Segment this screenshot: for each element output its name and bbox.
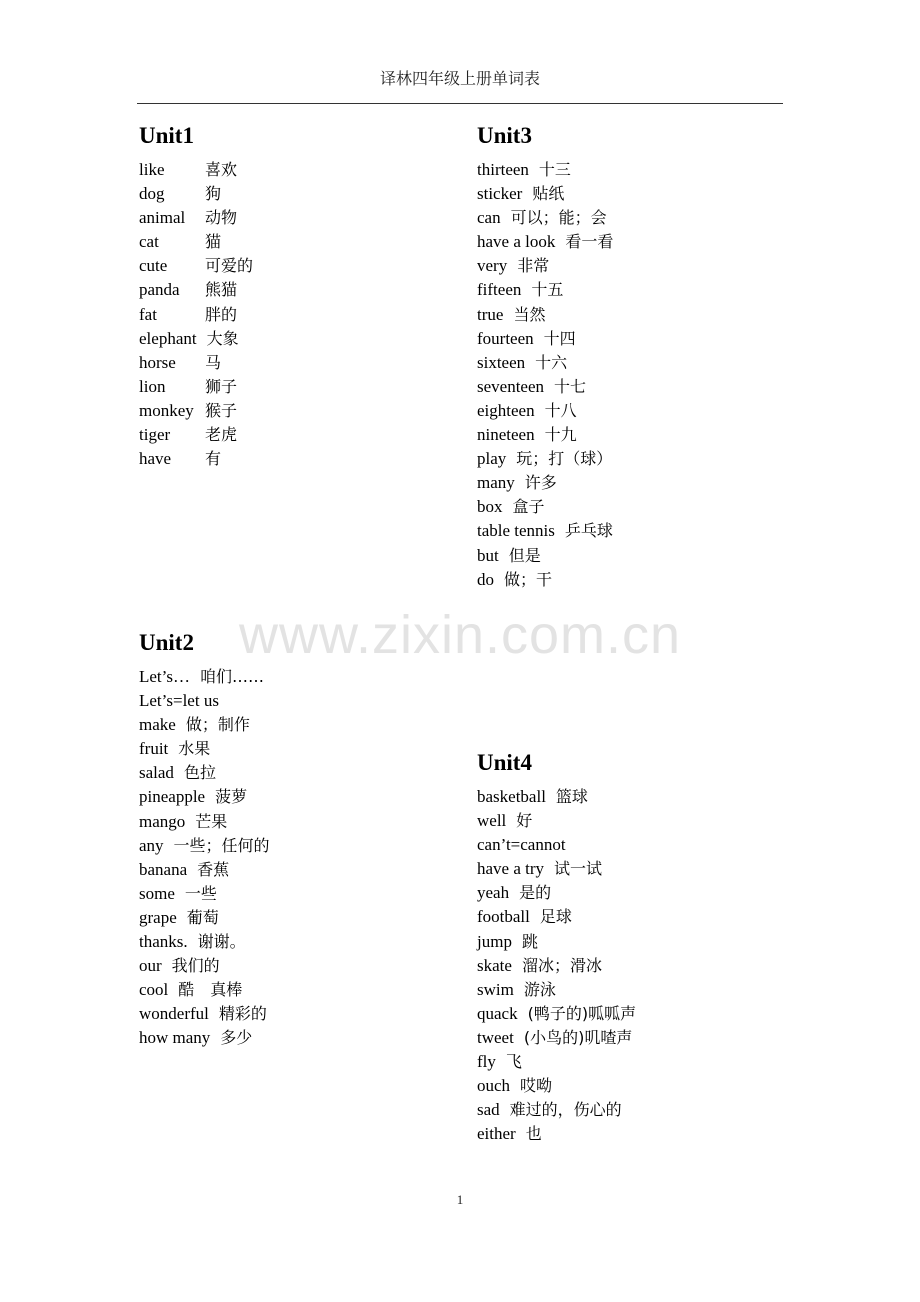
vocab-chinese: 飞	[505, 1052, 522, 1072]
vocab-entry	[477, 978, 636, 1002]
vocab-chinese: 酷 真棒	[178, 980, 243, 1000]
vocab-english: fifteen	[477, 280, 522, 300]
vocab-chinese: 许多	[524, 473, 557, 493]
vocab-entry	[139, 399, 253, 423]
vocab-entry	[139, 810, 270, 834]
vocab-english: cute	[139, 256, 168, 276]
vocab-entry	[139, 375, 253, 399]
vocab-english: wonderful	[139, 1004, 209, 1024]
vocab-entry	[139, 930, 270, 954]
vocab-entry	[477, 230, 613, 254]
vocab-english: jump	[477, 931, 512, 951]
vocab-entry	[477, 785, 636, 809]
vocab-english: lion	[139, 376, 166, 396]
vocab-english: well	[477, 811, 507, 831]
vocab-entry	[477, 327, 613, 351]
watermark: www.zixin.com.cn	[238, 605, 682, 665]
page-header-title: 译林四年级上册单词表	[379, 71, 540, 88]
vocab-english: banana	[139, 859, 188, 879]
vocab-english: fat	[139, 304, 157, 324]
vocab-english: ouch	[477, 1076, 511, 1096]
vocab-chinese: 可爱的	[205, 256, 254, 276]
vocab-chinese: 盒子	[512, 497, 545, 517]
vocab-chinese: 十三	[538, 160, 571, 179]
vocab-entry	[139, 1002, 270, 1026]
unit-title: Unit4	[477, 750, 532, 775]
vocab-chinese: 精彩的	[218, 1004, 267, 1024]
vocab-chinese: 猫	[205, 232, 222, 252]
vocab-entry	[477, 375, 613, 399]
unit2-section	[139, 627, 270, 1051]
vocab-english: fourteen	[477, 328, 534, 348]
vocab-entry	[139, 254, 253, 278]
vocab-entry	[477, 423, 613, 447]
vocab-entry	[477, 278, 613, 302]
vocab-entry	[139, 906, 270, 930]
vocab-entry	[477, 544, 613, 568]
vocab-chinese: 跳	[521, 931, 538, 951]
vocab-entry	[139, 423, 253, 447]
vocab-chinese: 做；干	[504, 569, 553, 589]
vocab-chinese: 当然	[513, 304, 546, 324]
vocab-chinese: 非常	[517, 256, 550, 276]
vocab-english: basketball	[477, 787, 546, 806]
vocab-entry	[477, 568, 613, 592]
vocab-chinese: 十五	[531, 280, 564, 300]
vocab-chinese: 试一试	[554, 859, 603, 879]
vocab-english: panda	[139, 280, 180, 300]
unit4-section	[477, 747, 636, 1146]
vocab-entry	[139, 954, 270, 978]
header-divider	[137, 103, 783, 104]
vocab-chinese: 狮子	[205, 376, 238, 396]
vocab-entry	[139, 447, 253, 471]
vocab-english: have	[139, 449, 172, 469]
vocab-entry	[477, 1098, 636, 1122]
vocab-english: have a look	[477, 232, 556, 252]
vocab-chinese: 芒果	[195, 811, 228, 831]
vocab-entry	[477, 833, 636, 857]
vocab-english: some	[139, 883, 175, 903]
vocab-english: make	[139, 715, 176, 735]
vocab-chinese: 难过的，伤心的	[509, 1100, 622, 1120]
unit-title: Unit2	[139, 630, 194, 655]
vocab-entry	[139, 785, 270, 809]
vocab-chinese: 看一看	[565, 232, 614, 252]
vocab-english: sad	[477, 1100, 500, 1120]
vocab-english: elephant	[139, 328, 197, 348]
vocab-chinese: 我们的	[171, 956, 220, 976]
vocab-entry	[139, 230, 253, 254]
vocab-english: dog	[139, 184, 165, 204]
vocab-english: cat	[139, 232, 159, 252]
vocab-english: thanks.	[139, 932, 188, 952]
vocab-chinese: 水果	[178, 739, 211, 759]
vocab-chinese: 马	[205, 352, 222, 372]
vocab-chinese: 老虎	[205, 425, 238, 445]
vocab-entry	[139, 882, 270, 906]
vocab-chinese: 咱们……	[200, 667, 265, 686]
vocab-entry	[477, 447, 613, 471]
vocab-chinese: 可以；能；会	[510, 208, 607, 228]
vocab-entry	[477, 1074, 636, 1098]
vocab-entry	[477, 182, 613, 206]
vocab-chinese: 十四	[543, 328, 576, 348]
vocab-chinese: 葡萄	[186, 907, 219, 927]
vocab-english: salad	[139, 763, 174, 783]
vocab-entry	[477, 471, 613, 495]
vocab-english: fruit	[139, 739, 169, 759]
vocab-entry	[139, 351, 253, 375]
vocab-chinese: 狗	[205, 184, 222, 204]
vocab-chinese: (鸭子的)呱呱声	[527, 1003, 637, 1023]
vocab-entry	[477, 881, 636, 905]
vocab-entry	[139, 182, 253, 206]
vocab-entry	[477, 303, 613, 327]
unit-title: Unit3	[477, 123, 532, 148]
vocab-english: our	[139, 956, 162, 976]
vocab-entry	[477, 1122, 636, 1146]
vocab-chinese: 色拉	[183, 763, 216, 783]
vocab-entry	[139, 278, 253, 302]
vocab-entry	[139, 858, 270, 882]
vocab-english: monkey	[139, 400, 194, 420]
unit3-section	[477, 120, 613, 592]
vocab-entry	[139, 665, 270, 689]
vocab-entry	[477, 954, 636, 978]
vocab-english: very	[477, 256, 508, 276]
vocab-chinese: 大象	[206, 328, 239, 348]
vocab-english: like	[139, 160, 165, 179]
vocab-english: play	[477, 449, 507, 469]
vocab-chinese: 胖的	[205, 304, 238, 324]
vocab-english: eighteen	[477, 400, 535, 420]
vocab-chinese: 有	[205, 449, 222, 469]
vocab-english: quack	[477, 1003, 518, 1023]
vocab-entry	[477, 905, 636, 929]
vocab-english: have a try	[477, 859, 545, 879]
vocab-chinese: 也	[525, 1124, 542, 1144]
vocab-english: tiger	[139, 425, 171, 445]
vocab-chinese: 多少	[220, 1028, 253, 1048]
vocab-english: thirteen	[477, 160, 529, 179]
vocab-chinese: 游泳	[523, 979, 556, 999]
vocab-entry	[477, 495, 613, 519]
vocab-english: sticker	[477, 184, 523, 204]
vocab-english: table tennis	[477, 521, 555, 541]
vocab-english: cool	[139, 980, 169, 1000]
vocab-chinese: 做；制作	[185, 715, 250, 735]
vocab-entry	[139, 978, 270, 1002]
vocab-entry	[139, 713, 270, 737]
vocab-entry	[139, 689, 270, 713]
vocab-entry	[477, 809, 636, 833]
vocab-entry	[139, 834, 270, 858]
vocab-english: Let’s=let us	[139, 691, 219, 711]
vocab-english: many	[477, 473, 515, 493]
vocab-english: either	[477, 1124, 516, 1144]
vocab-english: nineteen	[477, 425, 535, 445]
vocab-chinese: 菠萝	[215, 787, 248, 807]
vocab-chinese: 十七	[554, 376, 587, 396]
vocab-chinese: 动物	[205, 208, 238, 228]
vocab-entry	[477, 857, 636, 881]
vocab-english: seventeen	[477, 376, 545, 396]
vocab-entry	[139, 737, 270, 761]
vocab-chinese: 香蕉	[197, 859, 230, 879]
vocab-entry	[477, 1050, 636, 1074]
vocab-entry	[477, 930, 636, 954]
vocab-entry	[477, 1026, 636, 1050]
vocab-entry	[477, 351, 613, 375]
vocab-english: how many	[139, 1028, 211, 1048]
vocab-chinese: 十八	[544, 400, 577, 420]
page-number: 1	[456, 1192, 464, 1207]
vocab-chinese: 熊猫	[205, 280, 238, 300]
vocab-entry	[477, 399, 613, 423]
vocab-chinese: 但是	[508, 545, 541, 565]
vocab-english: box	[477, 497, 503, 517]
vocab-english: can	[477, 208, 501, 228]
vocab-english: but	[477, 545, 499, 565]
vocab-english: any	[139, 835, 164, 855]
vocab-chinese: 篮球	[555, 787, 588, 806]
vocab-entry	[477, 158, 613, 182]
vocab-chinese: 溜冰；滑冰	[521, 955, 602, 975]
vocab-chinese: (小鸟的)叽喳声	[523, 1027, 633, 1047]
vocab-chinese: 哎呦	[520, 1076, 553, 1096]
vocab-entry	[139, 303, 253, 327]
unit1-section	[139, 120, 253, 471]
vocab-chinese: 一些；任何的	[173, 835, 270, 855]
vocab-english: fly	[477, 1052, 496, 1072]
vocab-english: tweet	[477, 1027, 514, 1047]
vocab-entry	[477, 254, 613, 278]
vocab-chinese: 好	[516, 811, 533, 831]
unit-title: Unit1	[139, 123, 194, 148]
vocab-english: mango	[139, 811, 186, 831]
vocab-english: football	[477, 907, 530, 927]
vocab-english: skate	[477, 955, 512, 975]
vocab-english: true	[477, 304, 504, 324]
vocab-entry	[139, 761, 270, 785]
vocab-english: do	[477, 569, 494, 589]
vocab-chinese: 喜欢	[205, 160, 238, 179]
vocab-chinese: 足球	[539, 907, 572, 927]
vocab-english: grape	[139, 907, 177, 927]
vocab-entry	[477, 1002, 636, 1026]
vocab-chinese: 乒乓球	[564, 521, 613, 541]
vocab-entry	[139, 206, 253, 230]
vocab-chinese: 玩；打（球）	[516, 449, 613, 469]
vocab-chinese: 谢谢。	[197, 932, 246, 952]
vocab-english: can’t=cannot	[477, 835, 566, 855]
vocab-english: swim	[477, 979, 514, 999]
vocab-chinese: 贴纸	[532, 184, 565, 204]
vocab-english: yeah	[477, 883, 510, 903]
vocab-chinese: 十九	[544, 425, 577, 445]
vocab-entry	[139, 158, 253, 182]
vocab-english: animal	[139, 208, 186, 228]
vocab-english: pineapple	[139, 787, 206, 807]
vocab-english: horse	[139, 352, 176, 372]
vocab-entry	[139, 327, 253, 351]
vocab-entry	[139, 1026, 270, 1050]
vocab-english: sixteen	[477, 352, 526, 372]
vocab-chinese: 是的	[519, 883, 552, 903]
vocab-chinese: 猴子	[205, 400, 238, 420]
vocab-entry	[477, 206, 613, 230]
vocab-chinese: 十六	[535, 352, 568, 372]
vocab-chinese: 一些	[184, 883, 217, 903]
vocab-entry	[477, 519, 613, 543]
vocab-english: Let’s…	[139, 667, 190, 686]
